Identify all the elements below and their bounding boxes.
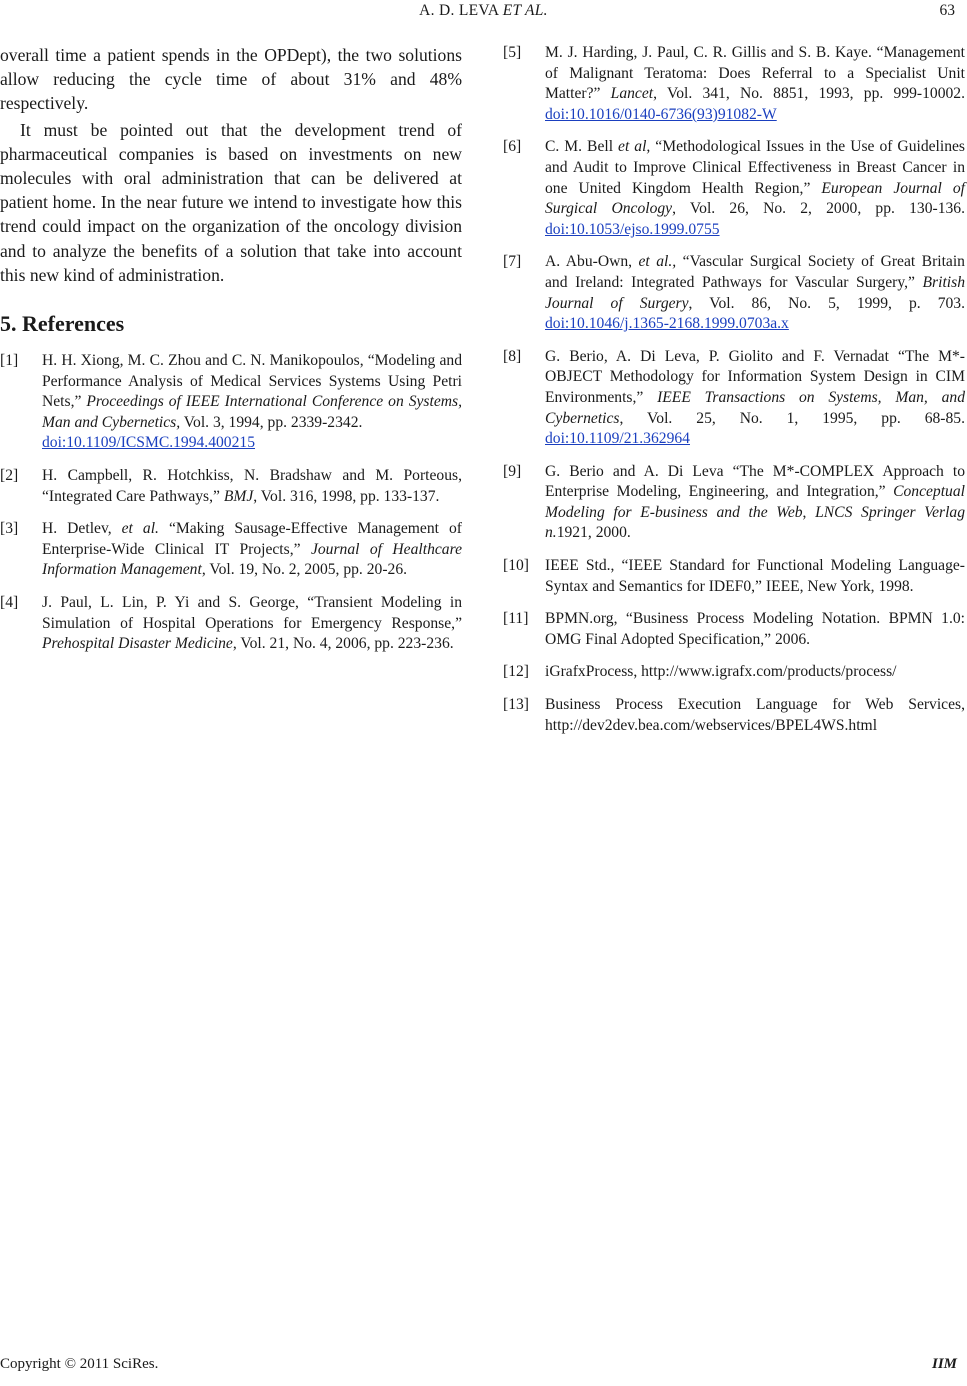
reference-1: [1] H. H. Xiong, M. C. Zhou and C. N. Manikopoulos, “Modeling and Performance Analysis of Medical Services Systems Using Petri Nets,” Proceedings of IEEE International Conference on Systems, Man and Cybernetics, Vol. 3, 1994, pp. 2339-2342. doi:10.1109/ICSMC.1994.400215 [0,352,462,452]
reference-venue: BMJ [223,487,254,505]
running-header [0,2,967,26]
running-title [0,2,967,20]
running-author: A. D. LEVA [419,2,499,19]
reference-11: [11] BPMN.org, “Business Process Modeling Notation. BPMN 1.0: OMG Final Adopted Specification,” 2006. [503,610,965,648]
reference-6: [6] C. M. Bell et al, “Methodological Issues in the Use of Guidelines and Audit to Improve Clinical Effectiveness in Breast Cancer in one United Kingdom Health Region,” European Journal of Surgical Oncology, Vol. 26, No. 2, 2000, pp. 130-136. doi:10.1053/ejso.1999.0755 [503,138,966,238]
reference-5: [5] M. J. Harding, J. Paul, C. R. Gillis and S. B. Kaye. “Management of Malignant Teratoma: Does Referral to a Specialist Unit Matter?” Lancet, Vol. 341, No. 8851, 1993, pp. 999-10002. doi:10.1016/0140-6736(93)91082-W [503,44,965,123]
reference-venue: Prehospital Disaster Medicine [42,635,233,653]
doi-link[interactable]: doi:10.1046/j.1365-2168.1999.0703a.x [545,315,789,333]
reference-7: [7] A. Abu-Own, et al., “Vascular Surgical Society of Great Britain and Ireland: Integrated Pathways for Vascular Surgery,” British Journal of Surgery, Vol. 86, No. 5, 1999, p. 703. doi:10.1046/j.1365-2168.1999.0703a.x [503,253,965,333]
reference-venue-series: LNCS Springer Verlag n. [545,503,965,542]
reference-venue: Lancet [610,85,654,103]
reference-venue: Proceedings of IEEE International Conference on Systems, Man and Cybernetics, [42,393,462,431]
reference-venue: Journal of Healthcare Information Management [42,540,462,579]
doi-link[interactable]: doi:10.1109/ICSMC.1994.400215 [42,434,255,452]
reference-10: [10] IEEE Std., “IEEE Standard for Functional Modeling Language-Syntax and Semantics for IDEF0,” IEEE, New York, 1998. [503,557,965,595]
reference-venue: Conceptual Modeling for E-business and the Web [545,483,965,521]
doi-link[interactable]: doi:10.1053/ejso.1999.0755 [545,220,720,238]
copyright-notice: Copyright © 2011 SciRes. [0,1356,159,1372]
reference-number: [11] [503,610,529,628]
reference-number: [7] [503,253,522,271]
body-paragraph-2: It must be pointed out that the development trend of pharmaceutical companies is based on investments on new molecules with oral administration that can be delivered at patient home. In the near future we intend to investigate how this trend could impact on the organization of the oncology division and to analyze the benefits of a solution that take into account this new kind of administration. [0,119,462,285]
reference-9: [9] G. Berio and A. Di Leva “The M*-COMPLEX Approach to Enterprise Modeling, Engineering, and Integration,” Conceptual Modeling for E-business and the Web, LNCS Springer Verlag n.1921, 2000. [503,462,965,542]
reference-number: [10] [503,557,529,575]
reference-number: [13] [503,696,529,714]
page-number: 63 [939,2,955,19]
reference-number: [6] [503,138,522,156]
left-column [0,43,462,667]
reference-number: [2] [0,467,19,484]
reference-12: [12] iGrafxProcess, http://www.igrafx.com/products/process/ [503,662,965,683]
reference-number: [1] [0,352,19,370]
doi-link[interactable]: doi:10.1109/21.362964 [545,430,690,448]
reference-13: [13] Business Process Execution Language for Web Services, http://dev2dev.bea.com/webservices/BPEL4WS.html [503,696,965,734]
reference-number: [4] [0,593,19,611]
section-heading-references: 5. References [0,311,125,337]
reference-number: [3] [0,520,19,538]
reference-venue: British Journal of Surgery [545,273,965,312]
journal-abbreviation: IIM [931,1356,957,1372]
reference-number: [8] [503,347,522,365]
reference-venue: IEEE Transactions on Systems, Man, and Cybernetics [545,388,965,427]
running-etal: ET AL. [502,2,548,19]
reference-number: [5] [503,44,522,61]
reference-venue: European Journal of Surgical Oncology [545,179,966,218]
reference-number: [12] [503,663,529,681]
body-paragraph-1: overall time a patient spends in the OPDept), the two solutions allow reducing the cycle time of about 31% and 48% respectively. [0,45,462,114]
doi-link[interactable]: doi:10.1016/0140-6736(93)91082-W [545,105,777,123]
reference-8: [8] G. Berio, A. Di Leva, P. Giolito and F. Vernadat “The M*-OBJECT Methodology for Information System Design in CIM Environments,” IEEE Transactions on Systems, Man, and Cybernetics, Vol. 25, No. 1, 1995, pp. 68-85. doi:10.1109/21.362964 [503,347,965,448]
page-footer [0,1356,967,1378]
right-column [503,43,965,748]
reference-3: [3] H. Detlev, et al. “Making Sausage-Effective Management of Enterprise-Wide Clinical IT Projects,” Journal of Healthcare Information Management, Vol. 19, No. 2, 2005, pp. 20-26. [0,520,462,579]
reference-2: [2] H. Campbell, R. Hotchkiss, N. Bradshaw and M. Porteous, “Integrated Care Pathways,” BMJ, Vol. 316, 1998, pp. 133-137. [0,467,462,505]
reference-4: [4] J. Paul, L. Lin, P. Yi and S. George, “Transient Modeling in Simulation of Hospital Operations for Emergency Response,” Prehospital Disaster Medicine, Vol. 21, No. 4, 2006, pp. 223-236. [0,593,462,653]
reference-number: [9] [503,462,522,480]
